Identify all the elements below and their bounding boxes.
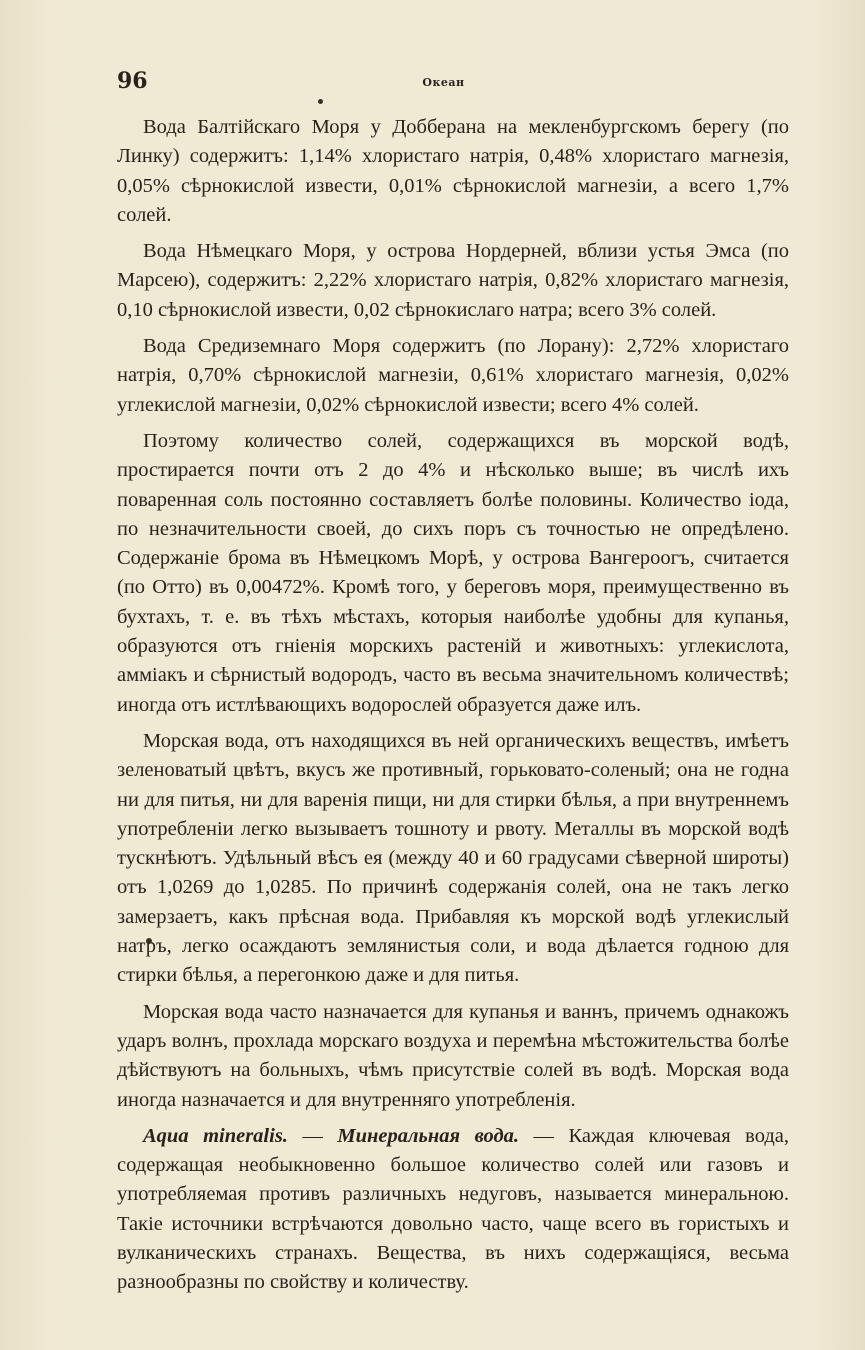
paragraph-salt-content: Поэтому количество солей, содержащихся въ морской водѣ, простирается почти отъ 2 до 4% и нѣсколько выше; въ числѣ ихъ поваренная соль постоянно составляетъ болѣе половины. Количество іода, по незначительности своей, до сихъ поръ съ точностью не опредѣлено. Содержаніе брома въ Нѣмецкомъ Морѣ, у острова Вангероогъ, считается (по Отто) въ 0,00472%. Кромѣ того, у береговъ моря, преимущественно въ бухтахъ, т. е. въ тѣхъ мѣстахъ, которыя наиболѣе удобны для купанья, образуются отъ гніенія морскихъ растеній и животныхъ: углекислота, амміакъ и сѣрнистый водородъ, часто въ весьма значительномъ количествѣ; иногда отъ истлѣвающихъ водорослей образуется даже илъ. bbox=[117, 429, 789, 716]
paragraph-north-sea: Вода Нѣмецкаго Моря, у острова Нордерней, вблизи устья Эмса (по Марсею), содержитъ: 2,22% хлористаго натрія, 0,82% хлористаго магнезія, 0,10 сѣрнокислой извести, 0,02 сѣрнокислаго натра; всего 3% солей. bbox=[117, 240, 789, 321]
page-number: 96 bbox=[117, 68, 148, 94]
paragraph-baltic-sea: Вода Балтійскаго Моря у Добберана на мекленбургскомъ берегу (по Линку) содержитъ: 1,14% хлористаго натрія, 0,48% хлористаго магнезія, 0,05% сѣрнокислой извести, 0,01% сѣрнокислой магнезіи, а всего 1,7% солей. bbox=[117, 116, 789, 226]
ink-spot bbox=[318, 99, 323, 104]
body-text bbox=[117, 113, 789, 1305]
paragraph-sea-water-properties: Морская вода, отъ находящихся въ ней органическихъ веществъ, имѣетъ зеленоватый цвѣтъ, вкусъ же противный, горьковато-соленый; она не годна ни для питья, ни для варенія пищи, ни для стирки бѣлья, а при внутреннемъ употребленіи легко вызываетъ тошноту и рвоту. Металлы въ морской водѣ тускнѣютъ. Удѣльный вѣсъ ея (между 40 и 60 градусами сѣверной широты) отъ 1,0269 до 1,0285. По причинѣ содержанія солей, она не такъ легко замерзаетъ, какъ прѣсная вода. Прибавляя къ морской водѣ углекислый натръ, легко осаждаютъ землянистыя соли, и вода дѣлается годною для стирки бѣлья, а перегонкою даже и для питья. bbox=[117, 729, 789, 987]
paragraph-mediterranean-sea: Вода Средиземнаго Моря содержитъ (по Лорану): 2,72% хлористаго натрія, 0,70% сѣрнокислой магнезіи, 0,61% хлористаго магнезія, 0,02% углекислой магнезіи, 0,02% сѣрнокислой извести; всего 4% солей. bbox=[117, 335, 789, 416]
term-latin: Aqua mineralis. bbox=[143, 1124, 288, 1147]
mineral-water-definition: Каждая ключевая вода, содержащая необыкновенно большое количество солей или газовъ и употребляемая противъ различныхъ недуговъ, называется минеральною. Такіе источники встрѣчаются довольно часто, чаще всего въ гористыхъ и вулканическихъ странахъ. Вещества, въ нихъ содержащіяся, весьма разнообразны по свойству и количеству. bbox=[117, 1124, 790, 1294]
term-dash: — bbox=[519, 1124, 569, 1147]
page-header bbox=[117, 68, 770, 98]
term-russian: Минеральная вода. bbox=[337, 1124, 520, 1147]
running-title: Океан bbox=[422, 76, 465, 89]
paragraph-sea-water-use: Морская вода часто назначается для купанья и ваннъ, причемъ однакожъ ударъ волнъ, прохлада морскаго воздуха и перемѣна мѣстожительства болѣе дѣйствуютъ на больныхъ, чѣмъ присутствіе солей въ водѣ. Морская вода иногда назначается и для внутренняго употребленія. bbox=[117, 1000, 789, 1111]
paragraph-mineral-water bbox=[117, 1122, 789, 1298]
term-dash: — bbox=[287, 1124, 338, 1147]
